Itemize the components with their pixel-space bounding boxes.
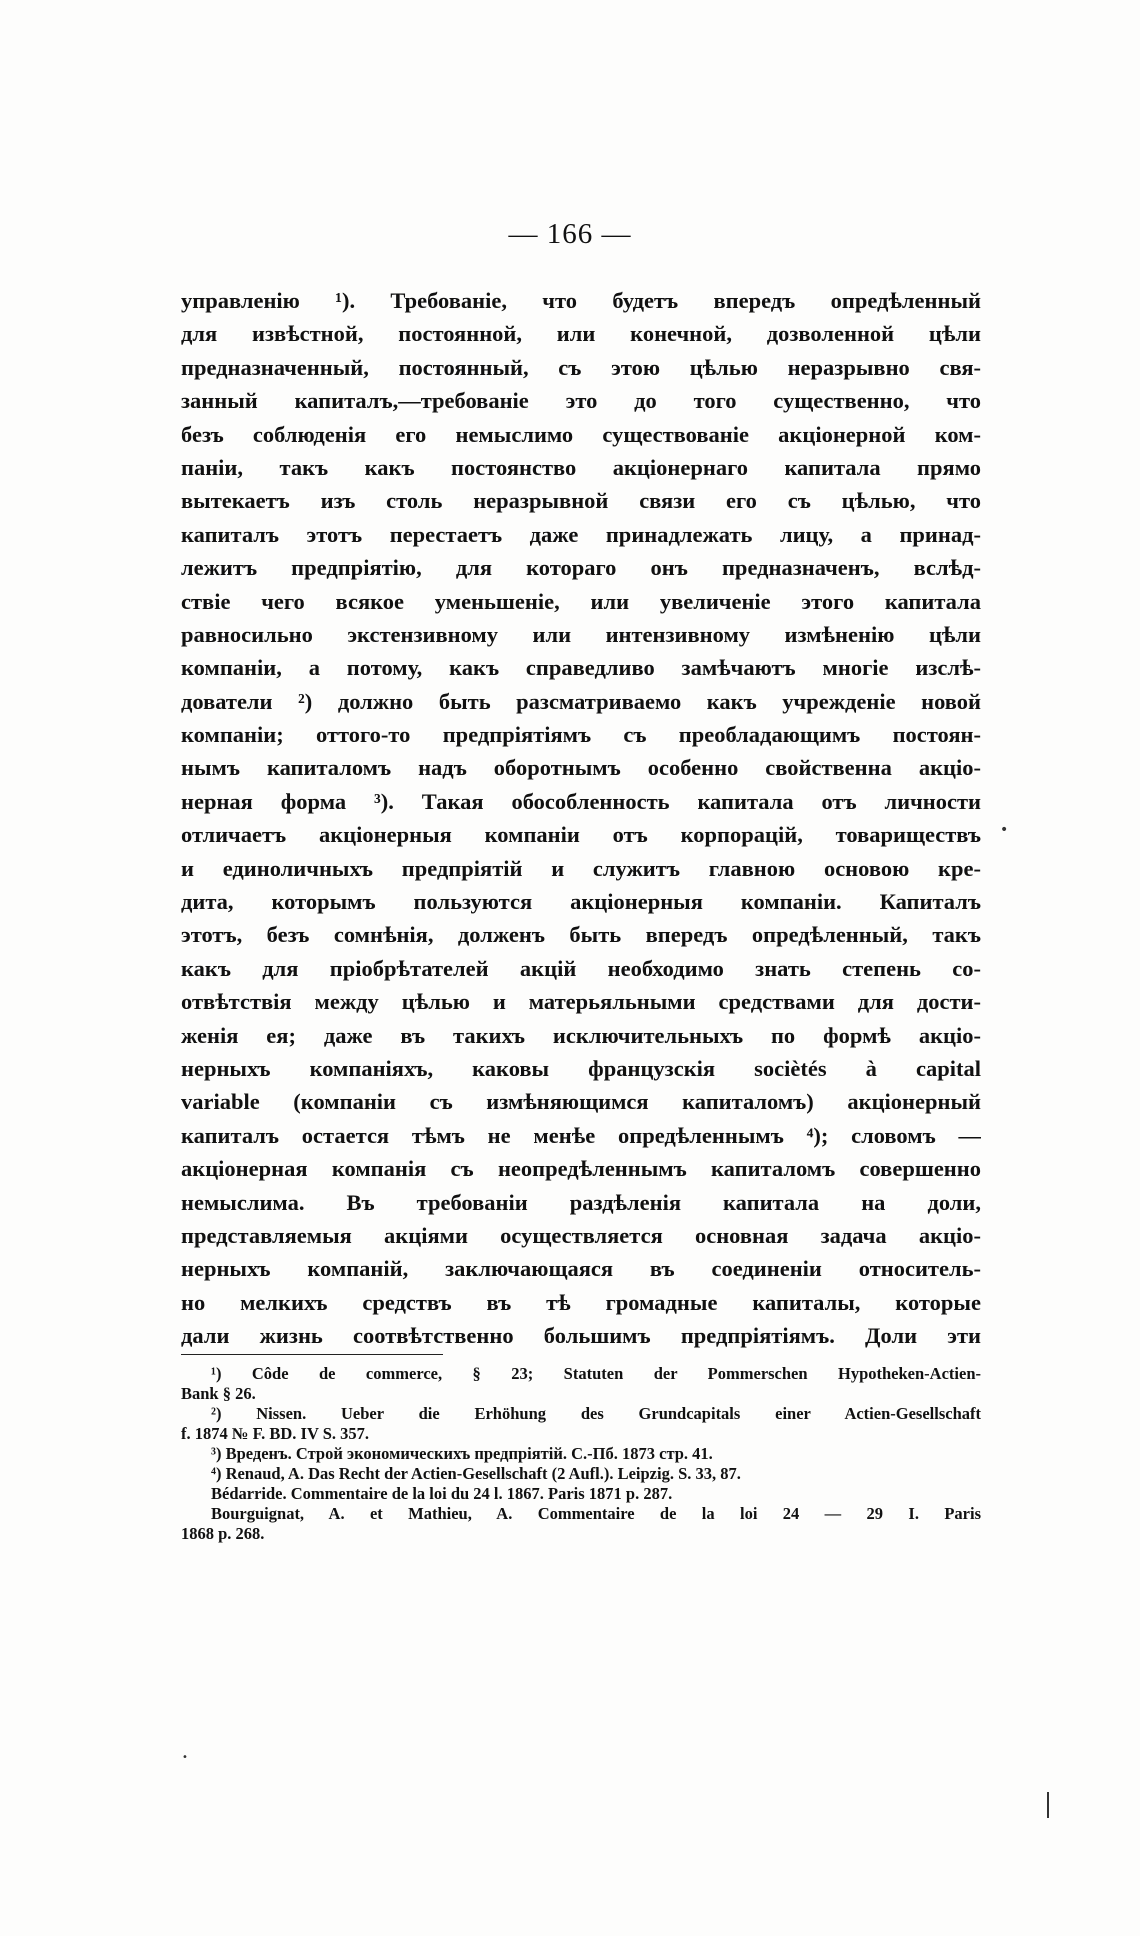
text-line: капиталъ этотъ перестаетъ даже принадлежать лицу, а принад- [181, 521, 981, 547]
text-line: представляемыя акціями осуществляется основная задача акціо- [181, 1222, 981, 1248]
text-line: отличаетъ акціонерныя компаніи отъ корпорацій, товариществъ [181, 822, 981, 848]
text-line: компаніи, а потому, какъ справедливо замѣчаютъ многіе изслѣ- [181, 655, 981, 681]
text-line: дали жизнь соотвѣтственно большимъ предпріятіямъ. Доли эти [181, 1323, 981, 1349]
text-line: нерная форма ³). Такая обособленность капитала отъ личности [181, 788, 981, 814]
text-line: variable (компаніи съ измѣняющимся капиталомъ) акціонерный [181, 1089, 981, 1115]
text-line: занный капиталъ,—требованіе это до того существенно, что [181, 388, 981, 414]
text-line: отвѣтствія между цѣлью и матерьяльными средствами для дости- [181, 989, 981, 1015]
text-line: предназначенный, постоянный, съ этою цѣлью неразрывно свя- [181, 354, 981, 380]
footnote-line: ²) Nissen. Ueber die Erhöhung des Grundcapitals einer Actien-Gesellschaft [211, 1404, 981, 1423]
text-line: нерныхъ компаніяхъ, каковы французскія sociètés à capital [181, 1055, 981, 1081]
text-line: вытекаетъ изъ столь неразрывной связи его съ цѣлью, что [181, 488, 981, 514]
margin-dot: • [182, 1752, 188, 1763]
text-line: равносильно экстензивному или интензивному измѣненію цѣли [181, 621, 981, 647]
footnote-separator [181, 1354, 443, 1355]
text-line: какъ для пріобрѣтателей акцій необходимо знать степень со- [181, 955, 981, 981]
text-line: этотъ, безъ сомнѣнія, долженъ быть впередъ опредѣленный, такъ [181, 922, 981, 948]
text-line: нымъ капиталомъ надъ оборотнымъ особенно свойственна акціо- [181, 755, 981, 781]
main-text [181, 284, 981, 1353]
footnote-line: ³) Вреденъ. Строй экономическихъ предпріятій. С.-Пб. 1873 стр. 41. [211, 1444, 713, 1463]
footnote-line: Bank § 26. [181, 1384, 256, 1403]
text-line: дита, которымъ пользуются акціонерныя компаніи. Капиталъ [181, 889, 981, 915]
page-number: — 166 — [508, 218, 632, 250]
text-line: но мелкихъ средствъ въ тѣ громадные капиталы, которые [181, 1289, 981, 1315]
footnote-line: Bédarride. Commentaire de la loi du 24 l. 1867. Paris 1871 p. 287. [211, 1484, 673, 1503]
footnote-line: f. 1874 № F. BD. IV S. 357. [181, 1424, 370, 1443]
text-line: для извѣстной, постоянной, или конечной, дозволенной цѣли [181, 321, 981, 347]
footnote-line: 1868 p. 268. [181, 1524, 265, 1543]
text-line: капиталъ остается тѣмъ не менѣе опредѣленнымъ ⁴); словомъ — [181, 1122, 981, 1148]
text-line: нерныхъ компаній, заключающаяся въ соединеніи относитель- [181, 1256, 981, 1282]
footnotes [181, 1364, 981, 1544]
text-line: немыслима. Въ требованіи раздѣленія капитала на доли, [181, 1189, 981, 1215]
text-line: лежитъ предпріятію, для котораго онъ предназначенъ, вслѣд- [181, 555, 981, 581]
text-line: акціонерная компанія съ неопредѣленнымъ капиталомъ совершенно [181, 1156, 981, 1182]
text-line: паніи, такъ какъ постоянство акціонернаго капитала прямо [181, 454, 981, 480]
text-line: женія ея; даже въ такихъ исключительныхъ по формѣ акціо- [181, 1022, 981, 1048]
text-line: и единоличныхъ предпріятій и служитъ главною основою кре- [181, 855, 981, 881]
footnote-line: ¹) Côde de commerce, § 23; Statuten der Pommerschen Hypotheken-Actien- [211, 1364, 981, 1383]
footnote-line: ⁴) Renaud, A. Das Recht der Actien-Gesellschaft (2 Aufl.). Leipzig. S. 33, 87. [211, 1464, 741, 1483]
text-line: компаніи; оттого-то предпріятіямъ съ преобладающимъ постоян- [181, 722, 981, 748]
margin-tick [1047, 1792, 1049, 1818]
margin-dot: • [1000, 822, 1009, 838]
text-line: безъ соблюденія его немыслимо существованіе акціонерной ком- [181, 421, 981, 447]
footnote-line: Bourguignat, A. et Mathieu, A. Commentaire de la loi 24 — 29 I. Paris [211, 1504, 981, 1523]
text-line: дователи ²) должно быть разсматриваемо какъ учрежденіе новой [181, 688, 981, 714]
text-line: управленію ¹). Требованіе, что будетъ впередъ опредѣленный [181, 288, 981, 313]
text-line: ствіе чего всякое уменьшеніе, или увеличеніе этого капитала [181, 588, 981, 614]
